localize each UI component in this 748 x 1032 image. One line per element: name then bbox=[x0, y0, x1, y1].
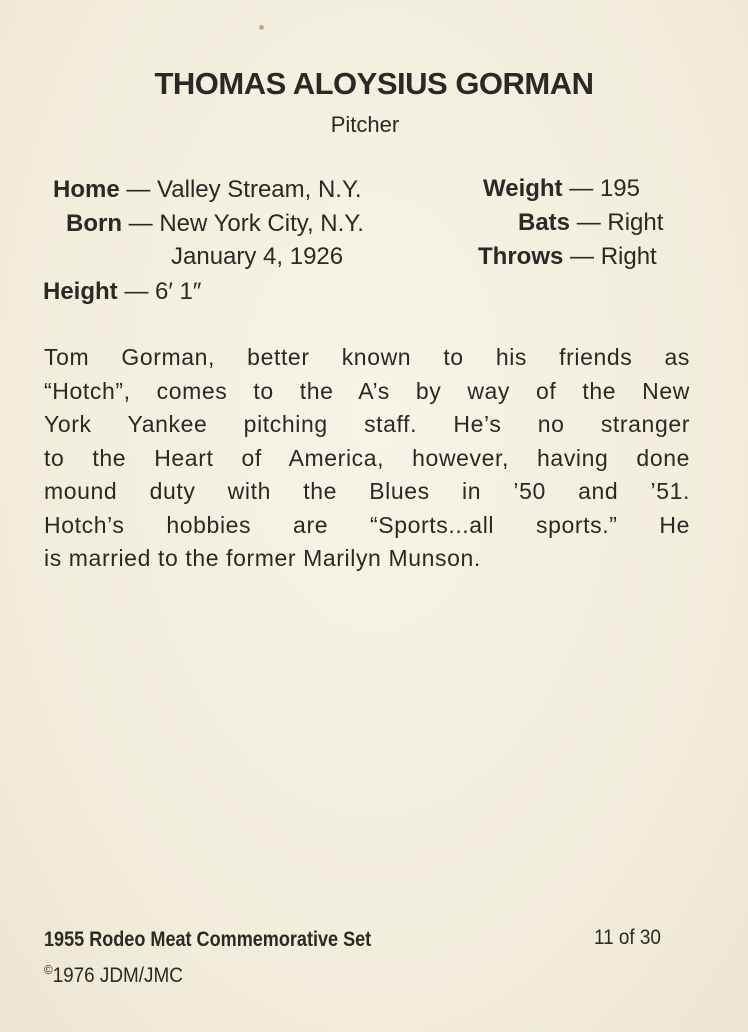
separator: — bbox=[124, 278, 149, 305]
bio-line: York Yankee pitching staff. He’s no stranger bbox=[44, 411, 690, 437]
bio-line: Hotch’s hobbies are “Sports...all sports.” He bbox=[44, 511, 690, 538]
ink-speck bbox=[259, 25, 264, 30]
biography bbox=[44, 341, 690, 576]
player-position: Pitcher bbox=[330, 112, 400, 137]
born-label: Born bbox=[66, 210, 122, 237]
separator: — bbox=[128, 210, 153, 237]
bats-label: Bats bbox=[518, 209, 571, 236]
weight-value: 195 bbox=[599, 175, 640, 202]
separator: — bbox=[570, 243, 595, 270]
separator: — bbox=[576, 209, 601, 236]
copyright-symbol: © bbox=[44, 962, 53, 977]
weight-label: Weight bbox=[483, 175, 563, 202]
throws-label: Throws bbox=[478, 243, 564, 270]
bio-line: “Hotch”, comes to the A’s by way of the New bbox=[44, 377, 690, 404]
copyright-text: 1976 JDM/JMC bbox=[52, 964, 183, 987]
bio-line: Tom Gorman, better known to his friends as bbox=[44, 344, 690, 370]
born-date: January 4, 1926 bbox=[171, 243, 344, 270]
born-row bbox=[66, 210, 364, 238]
player-name: THOMAS ALOYSIUS GORMAN bbox=[154, 66, 594, 101]
bio-line: is married to the former Marilyn Munson. bbox=[44, 545, 481, 571]
bats-row bbox=[518, 209, 663, 237]
copyright bbox=[44, 962, 183, 988]
height-label: Height bbox=[43, 278, 118, 305]
born-value: New York City, N.Y. bbox=[159, 210, 364, 237]
separator: — bbox=[126, 176, 151, 203]
card-number: 11 of 30 bbox=[594, 926, 661, 949]
bio-line: mound duty with the Blues in ’50 and ’51. bbox=[44, 478, 690, 504]
throws-row bbox=[478, 243, 657, 271]
set-name: 1955 Rodeo Meat Commemorative Set bbox=[44, 928, 372, 951]
separator: — bbox=[569, 175, 594, 202]
home-value: Valley Stream, N.Y. bbox=[157, 176, 362, 203]
height-value: 6′ 1″ bbox=[155, 278, 202, 305]
weight-row bbox=[483, 175, 640, 203]
home-row bbox=[53, 176, 362, 204]
height-row bbox=[43, 278, 201, 306]
home-label: Home bbox=[53, 176, 120, 203]
bats-value: Right bbox=[607, 209, 664, 236]
throws-value: Right bbox=[600, 243, 657, 270]
bio-line: to the Heart of America, however, having done bbox=[44, 444, 690, 471]
